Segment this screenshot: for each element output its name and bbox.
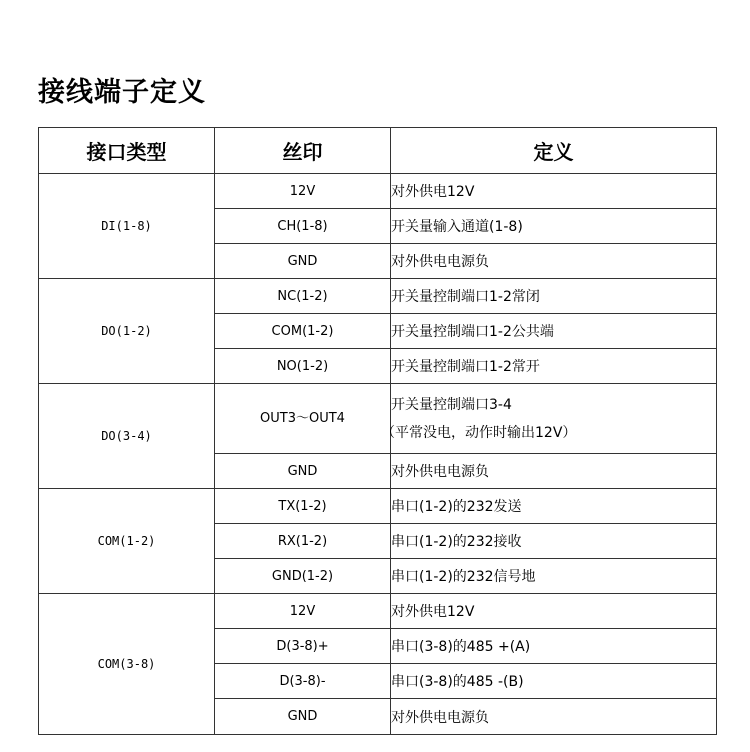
terminal-definition-table bbox=[38, 127, 717, 735]
silk-cell: COM(1-2) bbox=[215, 314, 391, 349]
silk-cell: 12V bbox=[215, 594, 391, 629]
column-header-silk: 丝印 bbox=[215, 128, 391, 174]
definition-cell: 开关量控制端口1-2常开 bbox=[391, 349, 717, 384]
silk-cell: RX(1-2) bbox=[215, 524, 391, 559]
silk-cell: NO(1-2) bbox=[215, 349, 391, 384]
table-row bbox=[39, 279, 717, 314]
column-header-type: 接口类型 bbox=[39, 128, 215, 174]
silk-cell: GND(1-2) bbox=[215, 559, 391, 594]
definition-line: 开关量控制端口3-4 bbox=[391, 396, 512, 413]
silk-cell: D(3-8)- bbox=[215, 664, 391, 699]
silk-cell: TX(1-2) bbox=[215, 489, 391, 524]
silk-cell: CH(1-8) bbox=[215, 209, 391, 244]
definition-cell: 对外供电电源负 bbox=[391, 699, 717, 735]
interface-type-cell: DI(1-8) bbox=[39, 174, 215, 279]
definition-cell: 开关量控制端口1-2常闭 bbox=[391, 279, 717, 314]
definition-cell: 对外供电12V bbox=[391, 594, 717, 629]
definition-cell: 对外供电12V bbox=[391, 174, 717, 209]
silk-cell: OUT3～OUT4 bbox=[215, 384, 391, 454]
table-row bbox=[39, 489, 717, 524]
silk-cell: D(3-8)+ bbox=[215, 629, 391, 664]
silk-cell: GND bbox=[215, 454, 391, 489]
page-title: 接线端子定义 bbox=[38, 77, 206, 108]
definition-cell: 串口(3-8)的485 -(B) bbox=[391, 664, 717, 699]
table-header-row bbox=[39, 128, 717, 174]
definition-cell: 串口(1-2)的232接收 bbox=[391, 524, 717, 559]
definition-cell: 开关量控制端口1-2公共端 bbox=[391, 314, 717, 349]
definition-cell: 串口(3-8)的485 +(A) bbox=[391, 629, 717, 664]
definition-cell: 开关量输入通道(1-8) bbox=[391, 209, 717, 244]
definition-cell: 串口(1-2)的232发送 bbox=[391, 489, 717, 524]
silk-cell: GND bbox=[215, 699, 391, 735]
table-row bbox=[39, 594, 717, 629]
definition-cell: 对外供电电源负 bbox=[391, 454, 717, 489]
table-row bbox=[39, 384, 717, 454]
silk-cell: 12V bbox=[215, 174, 391, 209]
interface-type-cell: DO(1-2) bbox=[39, 279, 215, 384]
definition-cell: 对外供电电源负 bbox=[391, 244, 717, 279]
definition-cell bbox=[381, 384, 717, 454]
interface-type-cell: COM(3-8) bbox=[39, 594, 215, 735]
definition-cell: 串口(1-2)的232信号地 bbox=[391, 559, 717, 594]
column-header-definition: 定义 bbox=[391, 128, 717, 174]
silk-cell: GND bbox=[215, 244, 391, 279]
silk-cell: NC(1-2) bbox=[215, 279, 391, 314]
interface-type-cell: COM(1-2) bbox=[39, 489, 215, 594]
table-row bbox=[39, 174, 717, 209]
interface-type-cell: DO(3-4) bbox=[39, 384, 215, 489]
definition-note: （平常没电，动作时输出12V） bbox=[381, 424, 577, 441]
